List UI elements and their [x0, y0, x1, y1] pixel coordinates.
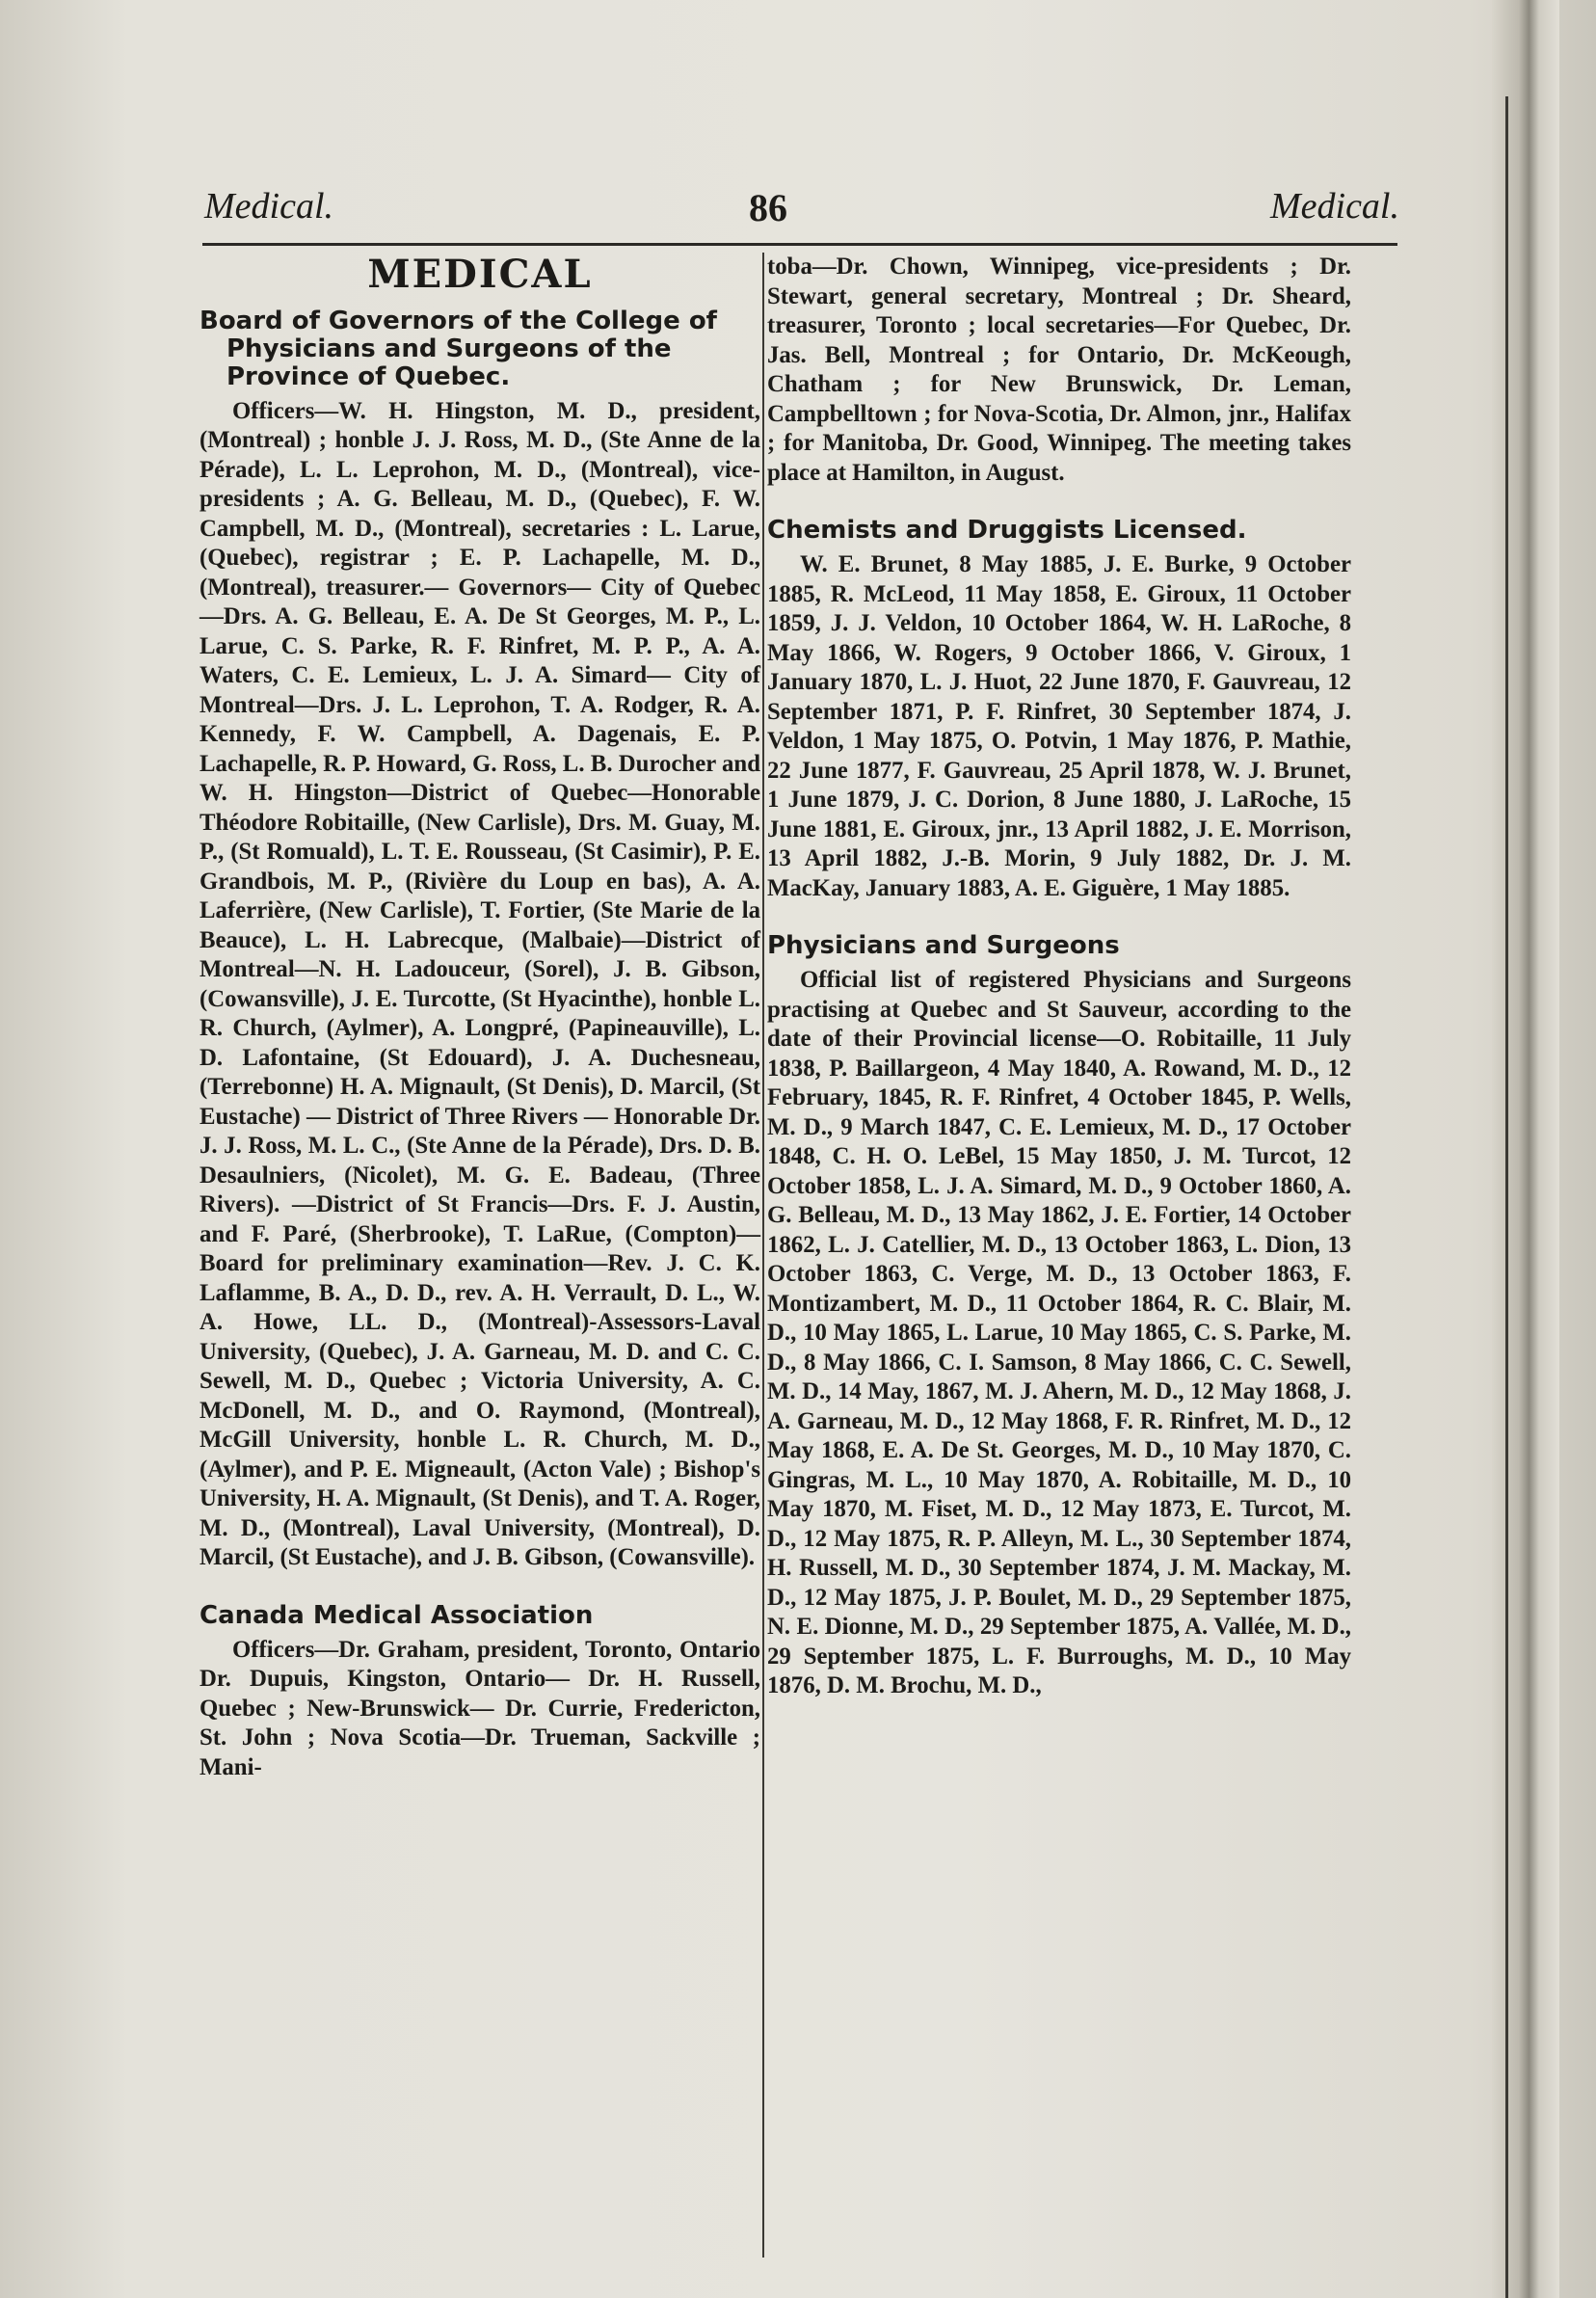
header-rule [202, 243, 1397, 246]
physicians-heading: Physicians and Surgeons [767, 931, 1120, 960]
physicians-text: Official list of registered Physicians and Surgeons practising at Quebec and St Sauveur, according to the date of their Provincial license—O. Robitaille, 11 July 1838, P. Baillargeon, 4 May 1840, A. Rowand, M. D., 12 February, 1845, R. F. Rinfret, 4 October 1845, P. Wells, M. D., 9 March 1847, C. E. Lemieux, M. D., 17 October 1848, C. H. O. LeBel, 15 May 1850, J. M. Turcot, 12 October 1858, L. J. A. Simard, M. D., 9 October 1860, A. G. Belleau, M. D., 13 May 1862, J. E. Fortier, 14 October 1862, L. J. Catellier, M. D., 13 October 1863, L. Dion, 13 October 1863, C. Verge, M. D., 13 October 1863, F. Montizambert, M. D., 11 October 1864, R. C. Blair, M. D., 10 May 1865, L. Larue, 10 May 1865, C. S. Parke, M. D., 8 May 1866, C. I. Samson, 8 May 1866, C. C. Sewell, M. D., 14 May, 1867, M. J. Ahern, M. D., 12 May 1868, J. A. Garneau, M. D., 12 May 1868, F. R. Rinfret, M. D., 12 May 1868, E. A. De St. Georges, M. D., 10 May 1870, C. Gingras, M. L., 10 May 1870, A. Robitaille, M. D., 10 May 1870, M. Fiset, M. D., 12 May 1873, E. Turcot, M. D., 12 May 1875, R. P. Alleyn, M. L., 30 September 1874, H. Russell, M. D., 30 September 1874, J. M. Mackay, M. D., 12 May 1875, J. P. Boulet, M. D., 29 September 1875, N. E. Dionne, M. D., 29 September 1875, A. Vallée, M. D., 29 September 1875, L. F. Burroughs, M. D., 10 May 1876, D. M. Brochu, M. D., [767, 967, 1351, 1698]
section-title: MEDICAL [367, 252, 593, 297]
book-spine-shadow [1492, 0, 1559, 2298]
cma-text: Officers—Dr. Graham, president, Toronto, Ontario Dr. Dupuis, Kingston, Ontario— Dr. H. Russell, Quebec ; New-Brunswick— Dr. Currie, Fredericton, St. John ; Nova Scotia—Dr. Trueman, Sackville ; Mani- [200, 1636, 760, 1780]
header-left: Medical. [204, 186, 334, 227]
cma-continued-text: toba—Dr. Chown, Winnipeg, vice-presidents ; Dr. Stewart, general secretary, Montreal ; Dr. Sheard, treasurer, Toronto ; local secretaries—For Quebec, Dr. Jas. Bell, Montreal ; for Ontario, Dr. McKeough, Chatham ; for New Brunswick, Dr. Leman, Campbelltown ; for Nova-Scotia, Dr. Almon, jnr., Halifax ; for Manitoba, Dr. Good, Winnipeg. The meeting takes place at Hamilton, in August. [767, 254, 1351, 486]
header-right: Medical. [1269, 186, 1399, 227]
board-heading: Board of Governors of the College of Physicians and Surgeons of the Province of Quebec. [200, 306, 717, 391]
right-column [767, 253, 1351, 1701]
column-divider [762, 253, 764, 2258]
board-text: Officers—W. H. Hingston, M. D., president, (Montreal) ; honble J. J. Ross, M. D., (Ste Anne de la Pérade), L. L. Leprohon, M. D., (Montreal), vice-presidents ; A. G. Belleau, M. D., (Quebec), F. W. Campbell, M. D., (Montreal), secretaries : L. Larue, (Quebec), registrar ; E. P. Lachapelle, M. D., (Montreal), treasurer.— Governors— City of Quebec—Drs. A. G. Belleau, E. A. De St Georges, M. P., L. Larue, C. S. Parke, R. F. Rinfret, M. P. P., A. A. Waters, C. E. Lemieux, L. J. A. Simard— City of Montreal—Drs. J. L. Leprohon, T. A. Rodger, R. A. Kennedy, F. W. Campbell, A. Dagenais, E. P. Lachapelle, R. P. Howard, G. Ross, L. B. Durocher and W. H. Hingston—District of Quebec—Honorable Théodore Robitaille, (New Carlisle), Drs. M. Guay, M. P., (St Romuald), L. T. E. Rousseau, (St Casimir), P. E. Grandbois, M. P., (Rivière du Loup en bas), A. A. Laferrière, (New Carlisle), T. Fortier, (Ste Marie de la Beauce), L. H. Labrecque, (Malbaie)—District of Montreal—N. H. Ladouceur, (Sorel), J. B. Gibson, (Cowansville), J. E. Turcotte, (St Hyacinthe), honble L. R. Church, (Aylmer), A. Longpré, (Papineauville), L. D. Lafontaine, (St Edouard), J. A. Duchesneau, (Terrebonne) H. A. Mignault, (St Denis), D. Marcil, (St Eustache) — District of Three Rivers — Honorable Dr. J. J. Ross, M. L. C., (Ste Anne de la Pérade), Drs. D. B. Desaulniers, (Nicolet), M. G. E. Badeau, (Three Rivers). —District of St Francis—Drs. F. J. Austin, and F. Paré, (Sherbrooke), T. LaRue, (Compton)—Board for preliminary examination—Rev. J. C. K. Laflamme, B. A., D. D., rev. A. H. Verrault, D. L., W. A. Howe, LL. D., (Montreal)-Assessors-Laval University, (Quebec), J. A. Garneau, M. D. and C. C. Sewell, M. D., Quebec ; Victoria University, A. C. McDonell, M. D., and O. Raymond, (Montreal), McGill University, honble L. R. Church, M. D., (Aylmer), and P. E. Migneault, (Acton Vale) ; Bishop's University, H. A. Mignault, (St Denis), and T. A. Roger, M. D., (Montreal), Laval University, (Montreal), D. Marcil, (St Eustache), and J. B. Gibson, (Cowansville). [200, 397, 760, 1570]
left-column [200, 253, 760, 1782]
cma-heading: Canada Medical Association [200, 1600, 594, 1630]
chemists-heading: Chemists and Druggists Licensed. [767, 516, 1247, 545]
chemists-text: W. E. Brunet, 8 May 1885, J. E. Burke, 9 October 1885, R. McLeod, 11 May 1858, E. Giroux, 11 October 1859, J. J. Veldon, 10 October 1864, W. H. LaRoche, 8 May 1866, W. Rogers, 9 October 1866, V. Giroux, 1 January 1870, L. J. Huot, 22 June 1870, F. Gauvreau, 12 September 1871, P. F. Rinfret, 30 September 1874, J. Veldon, 1 May 1875, O. Potvin, 1 May 1876, P. Mathie, 22 June 1877, F. Gauvreau, 25 April 1878, W. J. Brunet, 1 June 1879, J. C. Dorion, 8 June 1880, J. LaRoche, 15 June 1881, E. Giroux, jnr., 13 April 1882, J. E. Morrison, 13 April 1882, J.-B. Morin, 9 July 1882, Dr. J. M. MacKay, January 1883, A. E. Giguère, 1 May 1885. [767, 551, 1351, 901]
page-number: 86 [749, 186, 787, 229]
book-spine-edge [1505, 96, 1508, 2298]
